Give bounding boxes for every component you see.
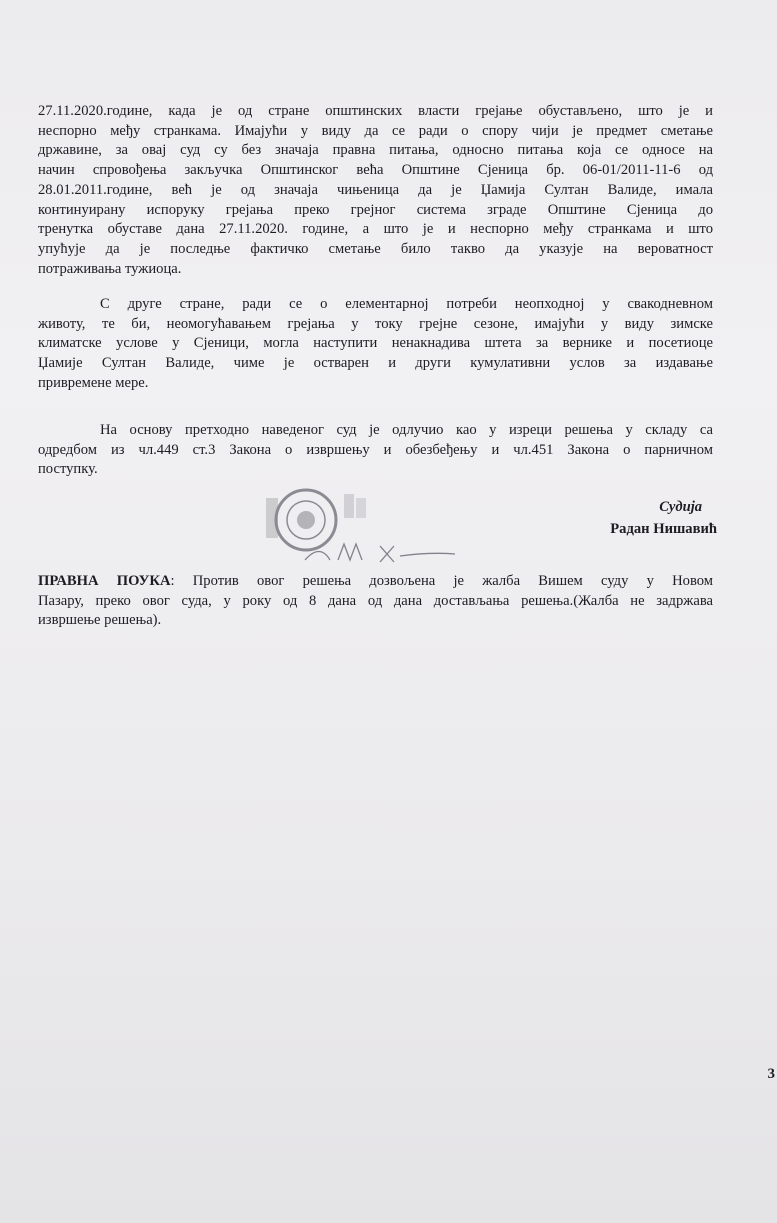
text-line: неспорно међу странкама. Имајући у виду да се ради о спору чији је предмет сметање xyxy=(38,122,713,139)
judge-signature-block xyxy=(610,496,717,540)
text-line: С друге стране, ради се о елементарној потреби неопходној у свакодневном xyxy=(100,296,713,312)
signature xyxy=(300,538,460,568)
legal-instruction-text: : Против овог решења дозвољена је жалба Вишем суду у Новом xyxy=(170,573,713,589)
text-line: привремене мере. xyxy=(38,374,149,391)
legal-instruction-heading: ПРАВНА ПОУКА xyxy=(38,573,171,589)
text-line: Пазару, преко овог суда, у року од 8 дана од дана достављања решења.(Жалба не задржава xyxy=(38,592,713,609)
judge-title: Судија xyxy=(659,499,703,515)
text-line: континуирану испоруку грејања преко грејног система зграде Општине Сјеница до xyxy=(38,201,713,218)
paragraph-decision xyxy=(38,421,713,480)
text-line: упућује да је последње фактичко сметање било такво да указује на вероватност xyxy=(38,240,713,257)
text-line: Џамије Султан Валиде, чиме је остварен и други кумулативни услов за издавање xyxy=(38,355,713,372)
text-line: животу, те би, неомогућавањем грејања у току грејне сезоне, имајући у виду зимске xyxy=(38,315,713,332)
text-line: 28.01.2011.године, већ је од значаја чињеница да је Џамија Султан Валиде, имала xyxy=(38,181,713,198)
text-line: поступку. xyxy=(38,461,98,478)
paragraph-damage xyxy=(38,295,713,394)
text-line: климатске услове у Сјеници, могла наступити ненакнадива штета за вернике и посетиоце xyxy=(38,335,713,352)
text-line: потраживања тужиоца. xyxy=(38,260,182,277)
text-line: начин спровођења закључка Општинског већа Општине Сјеница бр. 06-01/2011-11-6 од xyxy=(38,162,713,179)
text-line: тренутка обуставе дана 27.11.2020. године, а што је и неспорно међу странкама и што xyxy=(38,221,713,238)
judge-name: Радан Нишавић xyxy=(610,521,717,537)
paragraph-reasoning xyxy=(38,102,713,279)
text-line: 27.11.2020.године, када је од стране општинских власти грејање обустављено, што је и xyxy=(38,103,713,119)
text-line: На основу претходно наведеног суд је одлучио као у изреци решења у складу са xyxy=(100,422,713,438)
text-line: извршење решења). xyxy=(38,612,162,629)
text-line: одредбом из чл.449 ст.3 Закона о извршењу и обезбеђењу и чл.451 Закона о парничном xyxy=(38,441,713,458)
text-line: државине, за овај суд су без значаја правна питања, односно питања која се односе на xyxy=(38,142,713,159)
legal-instruction xyxy=(38,572,713,631)
text-line xyxy=(38,572,713,592)
page-number: 3 xyxy=(767,1066,775,1082)
